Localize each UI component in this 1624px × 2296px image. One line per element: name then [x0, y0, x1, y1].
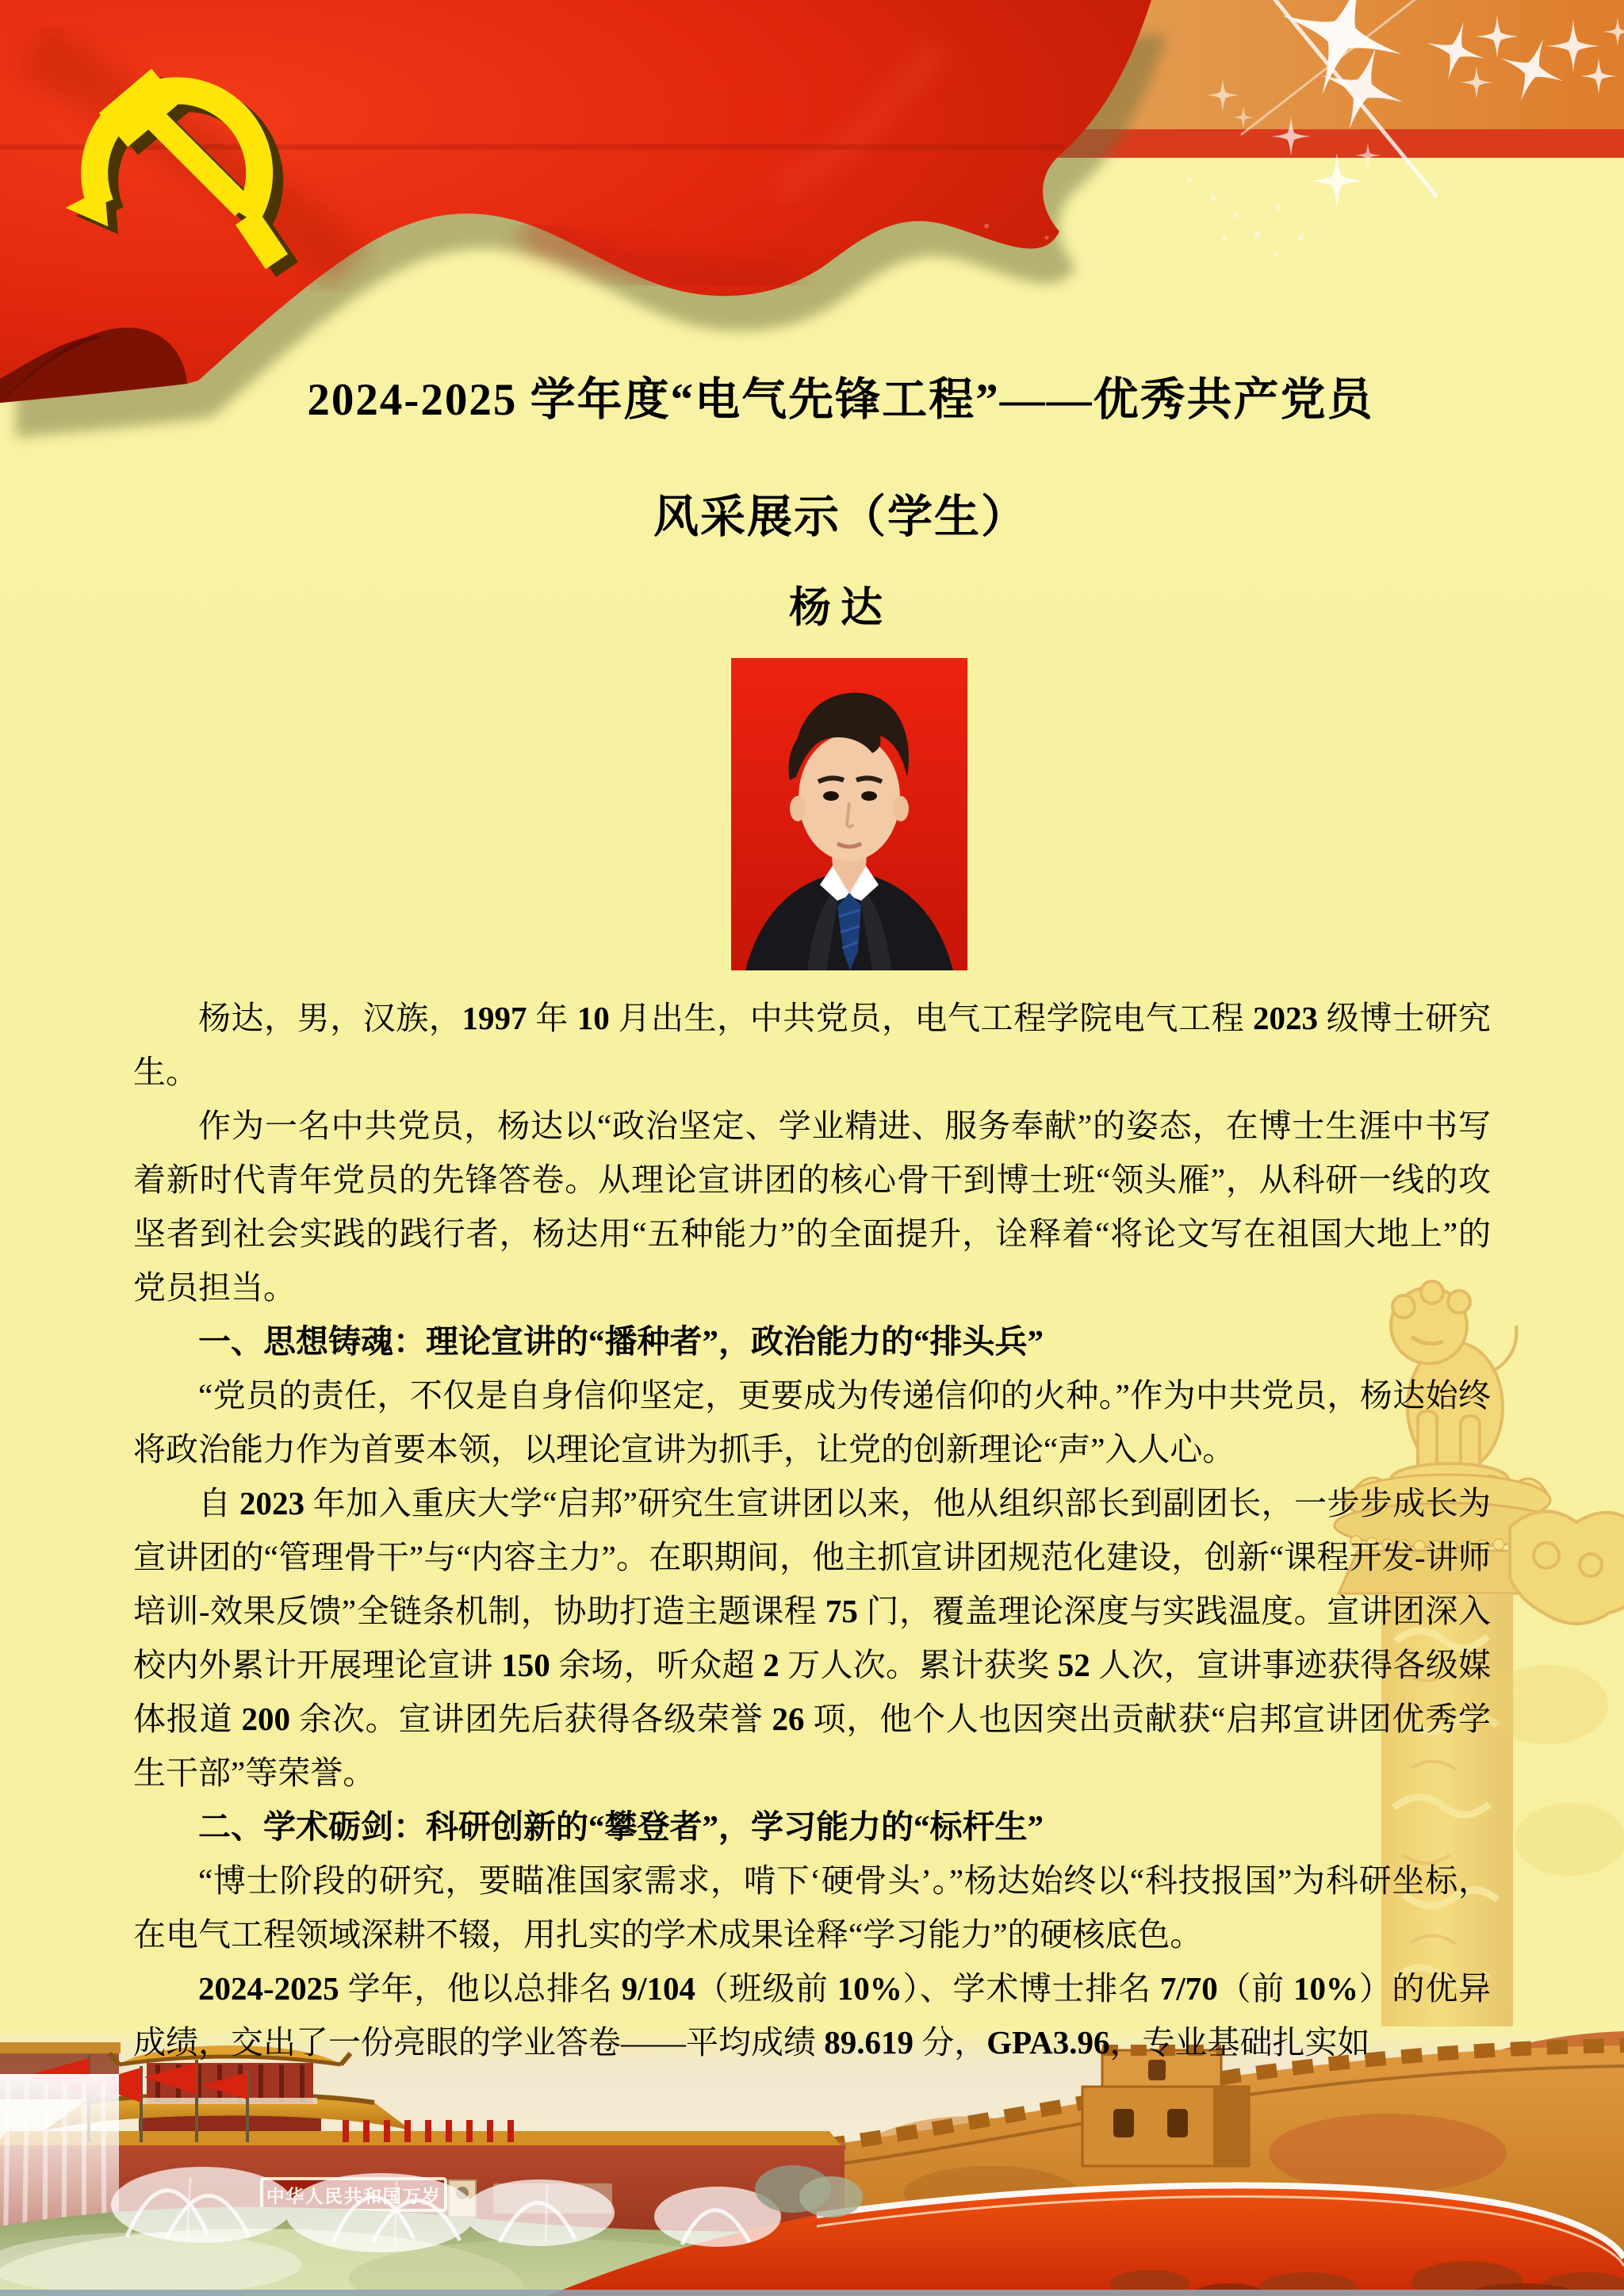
paragraph: 2024-2025 学年，他以总排名 9/104（班级前 10%）、学术博士排名 7/70（前 10%）的优异成绩，交出了一份亮眼的学业答卷——平均成绩 89.619 分，GPA3.96，专业基础扎实如 — [133, 1970, 1492, 2061]
bottom-edge-strip — [0, 2290, 1624, 2296]
section-heading: 二、学术砺剑：科研创新的“攀登者”，学习能力的“标杆生” — [198, 1808, 1044, 1845]
header-decoration — [0, 0, 1624, 507]
paragraph: 作为一名中共党员，杨达以“政治坚定、学业精进、服务奉献”的姿态，在博士生涯中书写着新时代青年党员的先锋答卷。从理论宣讲团的核心骨干到博士班“领头雁”，从科研一线的攻坚者到社会实践的践行者，杨达用“五种能力”的全面提升，诠释着“将论文写在祖国大地上”的党员担当。 — [133, 1108, 1491, 1306]
body-text — [133, 991, 1491, 2069]
cloud-wing — [1510, 1511, 1624, 1624]
portrait-photo — [731, 658, 967, 970]
paragraph: 自 2023 年加入重庆大学“启邦”研究生宣讲团以来，他从组织部长到副团长，一步步成长为宣讲团的“管理骨干”与“内容主力”。在职期间，他主抓宣讲团规范化建设，创新“课程开发-讲师培训-效果反馈”全链条机制，协助打造主题课程 75 门，覆盖理论深度与实践温度。宣讲团深入校内外累计开展理论宣讲 150 余场，听众超 2 万人次。累计获奖 52 人次，宣讲事迹获得各级媒体报道 200 余次。宣讲团先后获得各级荣誉 26 项，他个人也因突出贡献获“启邦宣讲团优秀学生干部”等荣誉。 — [133, 1485, 1492, 1791]
paragraph: 杨达，男，汉族，1997 年 10 月出生，中共党员，电气工程学院电气工程 2023 级博士研究生。 — [133, 1000, 1492, 1090]
page-title-line2: 风采展示（学生） — [653, 492, 1028, 542]
person-name: 杨达 — [789, 585, 892, 631]
paragraph: “党员的责任，不仅是自身信仰坚定，更要成为传递信仰的火种。”作为中共党员，杨达始终将政治能力作为首要本领，以理论宣讲为抓手，让党的创新理论“声”入人心。 — [133, 1377, 1491, 1468]
party-flag — [0, 0, 1151, 403]
page-title-line1: 2024-2025 学年度“电气先锋工程”——优秀共产党员 — [307, 375, 1374, 425]
paragraph: “博士阶段的研究，要瞄准国家需求，啃下‘硬骨头’。”杨达始终以“科技报国”为科研坐标，在电气工程领域深耕不辍，用扎实的学术成果诠释“学习能力”的硬核底色。 — [133, 1862, 1491, 1953]
section-heading: 一、思想铸魂：理论宣讲的“播种者”，政治能力的“排头兵” — [198, 1323, 1044, 1360]
